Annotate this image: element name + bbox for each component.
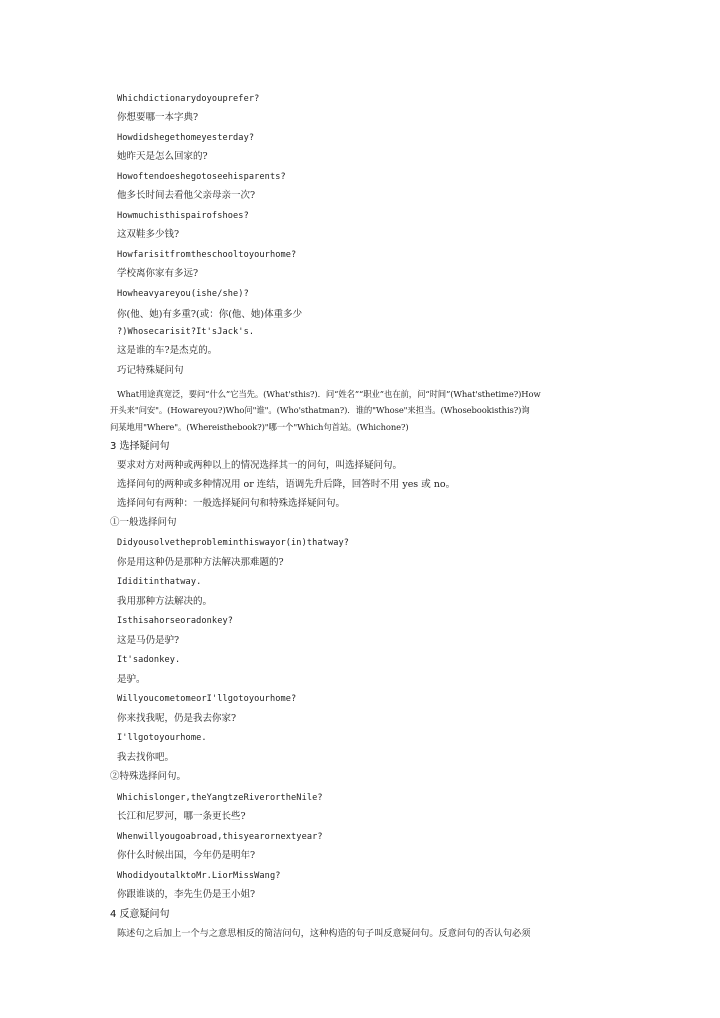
example-translation-zh: 我用那种方法解决的。 xyxy=(117,596,213,607)
mnemonic-paragraph-line: 开头来"问安"。(Howareyou?)Who问"谁"。(Who'sthatman?)．谁的"Whose"来担当。(Whosebookisthis?)询 xyxy=(110,405,530,415)
example-translation-zh: 他多长时间去看他父亲母亲一次? xyxy=(117,190,256,201)
example-translation-zh: 我去找你吧。 xyxy=(117,752,175,763)
mnemonic-paragraph-line: What用途真宽泛，要问“什么”它当先。(What'sthis?)．问“姓名”“职业”也在前，问“时间”(What'sthetime?)How xyxy=(117,389,541,399)
example-translation-zh: 这是谁的车?是杰克的。 xyxy=(117,345,218,356)
example-translation-zh: 学校离你家有多远? xyxy=(117,268,199,279)
example-question-en: WillyoucometomeorI'llgotoyourhome? xyxy=(117,694,297,704)
example-translation-zh: 你来找我呢，仍是我去你家? xyxy=(117,713,237,724)
body-text: 陈述句之后加上一个与之意思相反的简洁问句，这种构造的句子叫反意疑问句。反意问句的否认句必须 xyxy=(117,928,531,939)
example-question-en: Howdidshegethomeyesterday? xyxy=(117,133,255,143)
example-translation-zh: 你想要哪一本字典? xyxy=(117,112,199,123)
body-text: 要求对方对两种或两种以上的情况选择其一的问句，叫选择疑问句。 xyxy=(117,460,403,471)
body-text: 选择问句有两种：一般选择疑问句和特殊选择疑问句。 xyxy=(117,498,346,509)
example-question-en: WhodidyoutalktoMr.LiorMissWang? xyxy=(117,871,281,881)
example-translation-zh: 你什么时候出国，今年仍是明年? xyxy=(117,850,256,861)
example-question-en: Whichdictionarydoyouprefer? xyxy=(117,94,260,104)
example-question-en: ?)Whosecarisit?It'sJack's. xyxy=(117,327,255,337)
example-answer-en: Ididitinthatway. xyxy=(117,577,202,587)
example-translation-zh: 你跟谁谈的，李先生仍是王小姐? xyxy=(117,889,256,900)
example-translation-zh: 这是马仍是驴? xyxy=(117,635,180,646)
subsection-heading: ①一般选择问句 xyxy=(110,517,177,528)
section-heading-4: 4 反意疑问句 xyxy=(110,909,170,920)
mnemonic-paragraph-line: 问某地用"Where"。(Whereisthebook?)"哪一个"Which句首站。(Whichone?) xyxy=(110,422,409,432)
example-translation-zh: 你(他、她)有多重?(或：你(他、她)体重多少 xyxy=(117,309,303,320)
example-question-en: Howmuchisthispairofshoes? xyxy=(117,211,249,221)
subsection-heading: ②特殊选择问句。 xyxy=(110,771,187,782)
section-heading-3: 3 选择疑问句 xyxy=(110,441,170,452)
example-translation-zh: 你是用这种仍是那种方法解决那难题的? xyxy=(117,557,284,568)
example-answer-en: It'sadonkey. xyxy=(117,655,181,665)
example-translation-zh: 她昨天是怎么回家的? xyxy=(117,151,208,162)
example-translation-zh: 是驴。 xyxy=(117,674,146,685)
example-translation-zh: 这双鞋多少钱? xyxy=(117,229,180,240)
mnemonic-heading: 巧记特殊疑问句 xyxy=(117,365,184,376)
example-question-en: Whenwillyougoabroad,thisyearornextyear? xyxy=(117,832,323,842)
example-answer-en: I'llgotoyourhome. xyxy=(117,733,207,743)
example-translation-zh: 长江和尼罗河，哪一条更长些? xyxy=(117,811,246,822)
example-question-en: Whichislonger,theYangtzeRiverortheNile? xyxy=(117,793,323,803)
example-question-en: Howoftendoeshegotoseehisparents? xyxy=(117,172,286,182)
example-question-en: Howheavyareyou(ishe/she)? xyxy=(117,289,249,299)
body-text: 选择问句的两种或多种情况用 or 连结，语调先升后降，回答时不用 yes 或 no。 xyxy=(117,479,456,490)
example-question-en: Didyousolvetheprobleminthiswayor(in)thatway? xyxy=(117,538,350,548)
example-question-en: Howfarisitfromtheschooltoyourhome? xyxy=(117,250,297,260)
example-question-en: Isthisahorseoradonkey? xyxy=(117,616,234,626)
